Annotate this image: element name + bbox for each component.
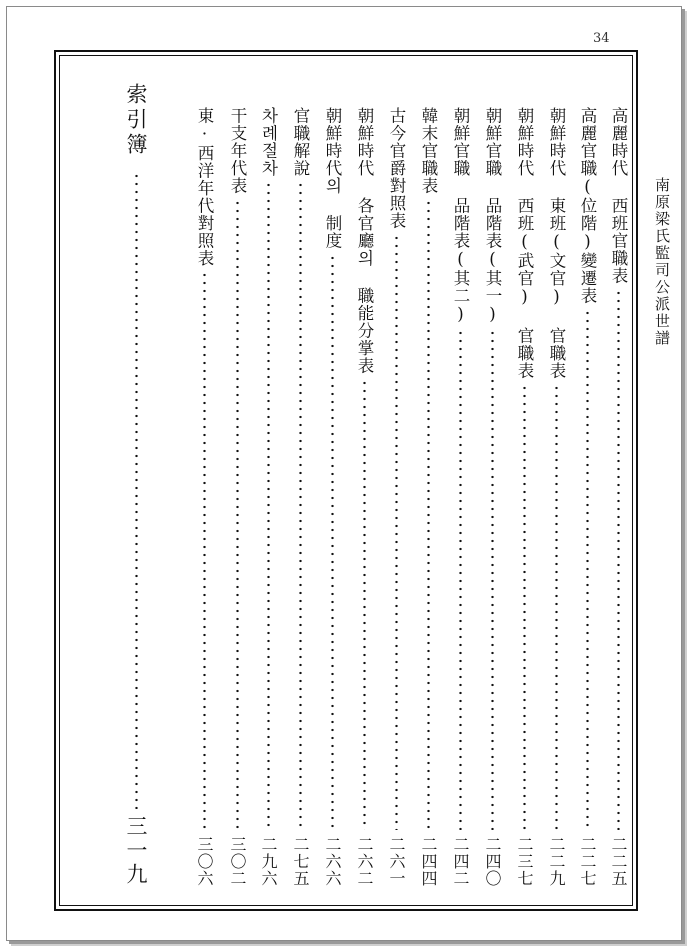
toc-entry-page: 二九六: [259, 836, 278, 887]
toc-entry-page: 二二五: [609, 836, 628, 887]
toc-entry: [449, 107, 471, 887]
toc-entry: [353, 107, 375, 887]
toc-entry-page: 三〇六: [195, 836, 214, 887]
toc-entry-label: 차례절차: [259, 107, 278, 177]
toc-entry-label: 朝鮮官職 品階表(其一): [483, 107, 502, 325]
toc-entry-label: 朝鮮時代 西班(武官) 官職表: [515, 107, 534, 380]
toc-entry-label: 高麗時代 西班官職表: [609, 107, 628, 285]
toc-entry-page: 三〇二: [228, 836, 247, 887]
toc-entry-page: 三一九: [124, 815, 148, 887]
dot-leader: [395, 234, 398, 831]
page-number: 34: [593, 31, 610, 46]
dot-leader: [236, 199, 239, 831]
toc-entry-page: 二二七: [578, 836, 597, 887]
toc-entry-label: 索引簿: [124, 83, 148, 158]
dot-leader: [363, 379, 366, 831]
toc-entry-page: 二三七: [515, 836, 534, 887]
toc-entry-page: 二七五: [291, 836, 310, 887]
toc-entry: [193, 107, 215, 887]
toc-entry-label: 朝鮮官職 品階表(其二): [451, 107, 470, 325]
toc-entry: [576, 107, 598, 887]
toc-entry-page: 二六一: [387, 836, 406, 887]
toc-entry: [385, 107, 407, 887]
dot-leader: [491, 329, 494, 831]
toc-entry: [417, 107, 439, 887]
toc-entry-page: 二四〇: [483, 836, 502, 887]
dot-leader: [617, 289, 620, 831]
toc-entry-label: 東·西洋年代對照表: [195, 107, 214, 267]
toc-entry-label: 朝鮮時代의 制度: [323, 107, 342, 250]
toc-entry-page: 二四二: [451, 836, 470, 887]
toc-entry: [513, 107, 535, 887]
toc-entry: [545, 107, 567, 887]
toc-entry-label: 朝鮮時代 東班(文官) 官職表: [547, 107, 566, 380]
dot-leader: [299, 181, 302, 830]
toc-entry: [257, 107, 279, 887]
toc-entry: [289, 107, 311, 887]
toc-entry: [226, 107, 248, 887]
document-page: [6, 6, 682, 941]
toc-entry-label: 韓末官職表: [419, 107, 438, 195]
toc-entry-page: 二六二: [355, 836, 374, 887]
dot-leader: [135, 172, 138, 809]
toc-entry-page: 二二九: [547, 836, 566, 887]
toc-entry-label: 官職解說: [291, 107, 310, 177]
toc-entry-label: 古今官爵對照表: [387, 107, 406, 230]
dot-leader: [459, 329, 462, 831]
toc-entry-index: [123, 83, 149, 887]
toc-entry-page: 二四四: [419, 836, 438, 887]
toc-entry: [321, 107, 343, 887]
toc-entry-label: 朝鮮時代 各官廳의 職能分掌表: [355, 107, 374, 375]
dot-leader: [267, 181, 270, 830]
toc-entry-label: 高麗官職(位階)變遷表: [578, 107, 597, 305]
toc-entry-label: 干支年代表: [228, 107, 247, 195]
dot-leader: [427, 199, 430, 831]
dot-leader: [331, 254, 334, 831]
toc-entry-page: 二六六: [323, 836, 342, 887]
dot-leader: [523, 384, 526, 831]
running-header: 南原梁氏監司公派世譜: [653, 177, 671, 347]
dot-leader: [555, 384, 558, 831]
toc-entry: [481, 107, 503, 887]
dot-leader: [586, 309, 589, 831]
toc-entry: [607, 107, 629, 887]
dot-leader: [203, 271, 206, 830]
